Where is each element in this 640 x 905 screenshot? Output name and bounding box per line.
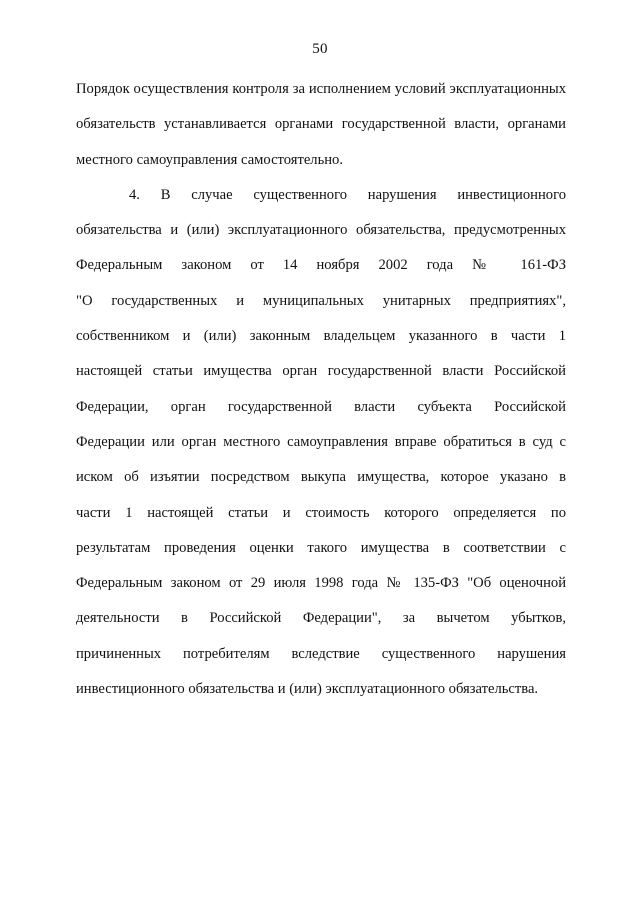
text-line: Федеральным законом от 29 июля 1998 года № 135-ФЗ "Об оценочной [76,575,566,592]
paragraph-2 [76,178,566,707]
text-line: части 1 настоящей статьи и стоимость которого определяется по [76,504,566,521]
paragraph-1 [76,72,566,178]
text-line: иском об изъятии посредством выкупа имущества, которое указано в [76,469,566,486]
text-line: обязательства и (или) эксплуатационного обязательства, предусмотренных [76,222,566,239]
text-line: причиненных потребителям вследствие существенного нарушения [76,645,566,662]
page-number: 50 [312,41,328,57]
text-line: настоящей статьи имущества орган государственной власти Российской [76,363,566,380]
text-line: собственником и (или) законным владельцем указанного в части 1 [76,328,566,345]
text-line: деятельности в Российской Федерации", за вычетом убытков, [76,610,566,627]
text-line: Федеральным законом от 14 ноября 2002 года № 161-ФЗ [76,257,566,274]
text-line: Порядок осуществления контроля за исполнением условий эксплуатационных [76,81,566,97]
text-line: 4. В случае существенного нарушения инвестиционного [129,186,566,203]
text-line: Федерации, орган государственной власти субъекта Российской [76,398,566,415]
text-line: местного самоуправления самостоятельно. [76,151,344,168]
text-line: "О государственных и муниципальных унитарных предприятиях", [76,292,566,309]
text-line: обязательств устанавливается органами государственной власти, органами [76,116,566,133]
text-line: Федерации или орган местного самоуправления вправе обратиться в суд с [76,433,566,450]
text-line: результатам проведения оценки такого имущества в соответствии с [76,539,566,556]
document-body [76,72,566,707]
text-line: инвестиционного обязательства и (или) эксплуатационного обязательства. [76,681,539,698]
